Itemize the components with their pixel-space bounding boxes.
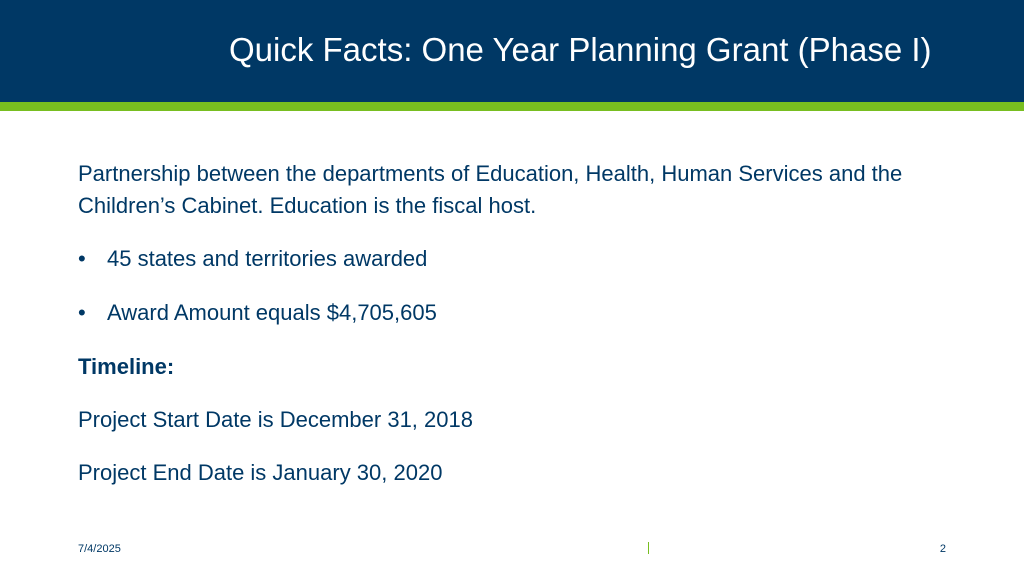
intro-paragraph: Partnership between the departments of Education, Health, Human Services and the Children’s Cabinet. Education is the fiscal host. xyxy=(78,161,903,218)
footer-divider xyxy=(648,542,649,554)
bullet-text: 45 states and territories awarded xyxy=(107,246,428,271)
slide-title: Quick Facts: One Year Planning Grant (Phase I) xyxy=(229,31,932,68)
bullet-icon: • xyxy=(78,246,86,271)
list-item xyxy=(78,297,938,329)
footer-date: 7/4/2025 xyxy=(78,543,121,555)
accent-band xyxy=(0,102,1024,111)
list-item xyxy=(78,243,938,275)
bullet-text: Award Amount equals $4,705,605 xyxy=(107,300,437,325)
start-date-line: Project Start Date is December 31, 2018 xyxy=(78,407,473,432)
end-date-line: Project End Date is January 30, 2020 xyxy=(78,460,443,485)
fact-list xyxy=(78,243,938,329)
timeline-label: Timeline: xyxy=(78,354,175,379)
slide-content xyxy=(78,158,938,489)
bullet-icon: • xyxy=(78,300,86,325)
page-number: 2 xyxy=(939,543,946,555)
